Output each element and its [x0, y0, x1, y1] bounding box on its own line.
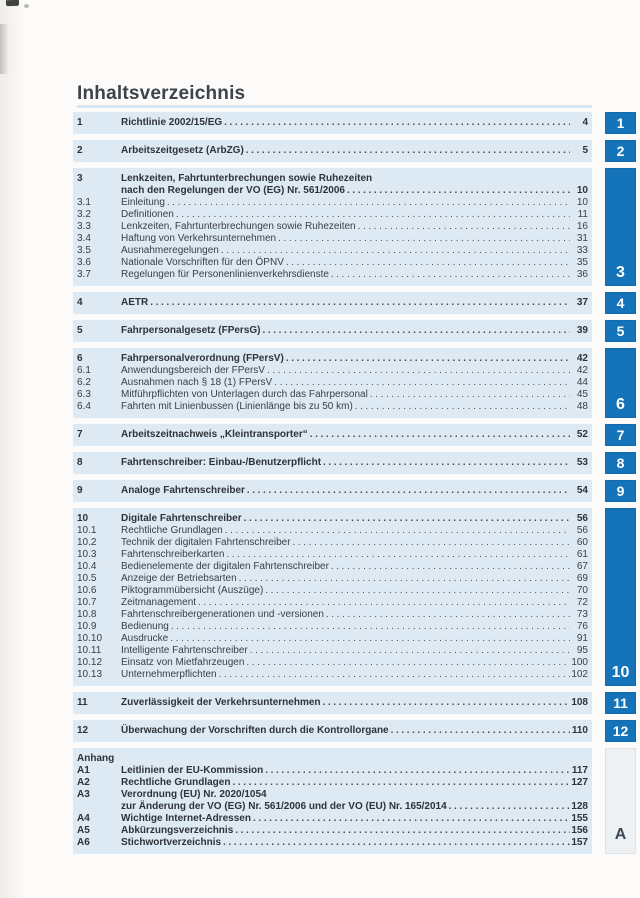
entry-leader-dots	[368, 389, 570, 401]
entry-leader-dots	[219, 245, 570, 257]
title-rule	[77, 105, 592, 108]
entry-page-number: 11	[577, 209, 588, 220]
side-tab-5: 5	[605, 320, 636, 342]
toc-entry	[77, 513, 588, 525]
entry-title: Verordnung (EU) Nr. 2020/1054	[121, 789, 267, 800]
entry-page-number: 157	[571, 837, 588, 848]
entry-number: 5	[77, 325, 83, 336]
section-block	[73, 292, 592, 314]
entry-number: 10.7	[77, 597, 97, 608]
entry-page-number: 69	[576, 573, 588, 584]
entry-page-number: 100	[571, 657, 588, 668]
toc-entry	[77, 765, 588, 777]
section-row	[73, 112, 636, 134]
section-block	[73, 480, 592, 502]
entry-page-number: 60	[576, 537, 588, 548]
entry-page-number: 35	[576, 257, 588, 268]
toc-entry	[77, 197, 588, 209]
toc-entry	[77, 669, 588, 681]
entry-number: A1	[77, 765, 90, 776]
entry-number: 6.4	[77, 401, 91, 412]
toc-entry	[77, 789, 588, 801]
entry-page-number: 10	[576, 185, 588, 196]
entry-page-number: 31	[576, 233, 588, 244]
entry-page-number: 56	[576, 525, 588, 536]
section-row	[73, 140, 636, 162]
entry-page-number: 117	[571, 765, 588, 776]
entry-leader-dots	[233, 825, 570, 837]
entry-leader-dots	[217, 669, 570, 681]
entry-leader-dots	[321, 457, 570, 469]
section-row	[73, 720, 636, 742]
toc-entry	[77, 561, 588, 573]
entry-number: 6.2	[77, 377, 91, 388]
entry-leader-dots	[196, 597, 570, 609]
side-tab-1: 1	[605, 112, 636, 134]
entry-leader-dots	[263, 585, 570, 597]
entry-title: Fahrpersonalgesetz (FPersG)	[121, 325, 261, 336]
entry-title: Fahrtenschreiber: Einbau-/Benutzerpflicht	[121, 457, 322, 468]
entry-leader-dots	[291, 537, 570, 549]
section-block	[73, 748, 592, 854]
entry-leader-dots	[345, 185, 570, 197]
entry-leader-dots	[353, 401, 570, 413]
side-tab-12: 12	[605, 720, 636, 742]
entry-title: Intelligente Fahrtenschreiber	[121, 645, 248, 656]
section-block	[73, 168, 592, 286]
entry-title: Digitale Fahrtenschreiber	[121, 513, 242, 524]
entry-page-number: 108	[571, 697, 588, 708]
entry-number: 10.4	[77, 561, 97, 572]
section-row	[73, 480, 636, 502]
entry-number: 10.5	[77, 573, 97, 584]
section-block	[73, 692, 592, 714]
toc-entry	[77, 429, 588, 441]
entry-title: Ausdrucke	[121, 633, 169, 644]
entry-title: Zeitmanagement	[121, 597, 197, 608]
entry-page-number: 102	[571, 669, 588, 680]
section-row	[73, 320, 636, 342]
entry-page-number: 4	[582, 117, 588, 128]
entry-leader-dots	[237, 573, 570, 585]
entry-title: Nationale Vorschriften für den ÖPNV	[121, 257, 284, 268]
entry-page-number: 10	[576, 197, 588, 208]
entry-title: Technik der digitalen Fahrtenschreiber	[121, 537, 291, 548]
entry-number: 3	[77, 173, 83, 184]
toc-entry	[77, 269, 588, 281]
side-tab-8: 8	[605, 452, 636, 474]
entry-leader-dots	[263, 765, 570, 777]
entry-number: 3.7	[77, 269, 91, 280]
toc-entry	[77, 777, 588, 789]
entry-leader-dots	[284, 257, 570, 269]
entry-leader-dots	[356, 221, 570, 233]
side-tab-9: 9	[605, 480, 636, 502]
section-row	[73, 748, 636, 854]
entry-leader-dots	[174, 209, 570, 221]
entry-number: 10.9	[77, 621, 97, 632]
toc-entry	[77, 621, 588, 633]
entry-title: Bedienung	[121, 621, 169, 632]
entry-number: 10.13	[77, 669, 103, 680]
entry-page-number: 110	[571, 725, 588, 736]
entry-title: nach den Regelungen der VO (EG) Nr. 561/2006	[121, 185, 345, 196]
entry-number: 2	[77, 145, 83, 156]
entry-leader-dots	[265, 365, 570, 377]
side-tab-7: 7	[605, 424, 636, 446]
section-row	[73, 424, 636, 446]
entry-title: Arbeitszeitgesetz (ArbZG)	[121, 145, 244, 156]
section-block	[73, 140, 592, 162]
toc-entry	[77, 825, 588, 837]
entry-title: Unternehmerpflichten	[121, 669, 217, 680]
entry-title: Fahrtenschreibergenerationen und -versionen	[121, 609, 324, 620]
toc-entry	[77, 597, 588, 609]
entry-number: 3.6	[77, 257, 91, 268]
entry-number: 8	[77, 457, 83, 468]
section-block	[73, 508, 592, 686]
entry-leader-dots	[244, 657, 570, 669]
entry-number: 4	[77, 297, 83, 308]
section-row	[73, 348, 636, 418]
toc-entry	[77, 573, 588, 585]
entry-number: 3.2	[77, 209, 91, 220]
entry-number: 3.3	[77, 221, 91, 232]
entry-number: Anhang	[77, 753, 115, 764]
toc-entry	[77, 813, 588, 825]
toc-entry	[77, 753, 588, 765]
entry-title: Ausnahmeregelungen	[121, 245, 219, 256]
entry-page-number: 70	[576, 585, 588, 596]
entry-leader-dots	[329, 269, 570, 281]
entry-number: 1	[77, 117, 83, 128]
entry-number: 10.2	[77, 537, 97, 548]
entry-page-number: 36	[576, 269, 588, 280]
toc-entry	[77, 389, 588, 401]
side-tab-10: 10	[605, 508, 636, 686]
entry-leader-dots	[248, 645, 570, 657]
entry-leader-dots	[168, 633, 570, 645]
toc-entry	[77, 365, 588, 377]
toc-entry	[77, 297, 588, 309]
entry-page-number: 95	[576, 645, 588, 656]
entry-page-number: 39	[576, 325, 588, 336]
entry-leader-dots	[223, 525, 570, 537]
toc-entry	[77, 585, 588, 597]
entry-page-number: 52	[576, 429, 588, 440]
entry-leader-dots	[245, 485, 570, 497]
entry-title: Bedienelemente der digitalen Fahrtenschreiber	[121, 561, 329, 572]
side-tab-11: 11	[605, 692, 636, 714]
entry-title: Regelungen für Personenlinienverkehrsdienste	[121, 269, 329, 280]
entry-page-number: 45	[576, 389, 588, 400]
entry-page-number: 56	[576, 513, 588, 524]
entry-page-number: 73	[576, 609, 588, 620]
entry-leader-dots	[251, 813, 570, 825]
section-row	[73, 292, 636, 314]
entry-leader-dots	[389, 725, 570, 737]
entry-number: 10.3	[77, 549, 97, 560]
entry-title: Richtlinie 2002/15/EG	[121, 117, 223, 128]
entry-leader-dots	[324, 609, 570, 621]
section-row	[73, 508, 636, 686]
entry-leader-dots	[221, 837, 570, 849]
entry-leader-dots	[148, 297, 570, 309]
entry-page-number: 44	[576, 377, 588, 388]
entry-leader-dots	[308, 429, 570, 441]
entry-page-number: 67	[576, 561, 588, 572]
entry-title: Zuverlässigkeit der Verkehrsunternehmen	[121, 697, 321, 708]
toc-entry	[77, 549, 588, 561]
entry-number: 6.1	[77, 365, 91, 376]
entry-number: 10.11	[77, 645, 102, 656]
entry-number: 3.4	[77, 233, 91, 244]
toc-entry	[77, 633, 588, 645]
entry-title: Definitionen	[121, 209, 174, 220]
entry-title: Ausnahmen nach § 18 (1) FPersV	[121, 377, 273, 388]
toc-entry	[77, 233, 588, 245]
entry-leader-dots	[329, 561, 570, 573]
side-tab-A: A	[605, 748, 636, 854]
entry-leader-dots	[244, 145, 570, 157]
entry-leader-dots	[321, 697, 570, 709]
entry-number: 6	[77, 353, 83, 364]
toc-entry	[77, 145, 588, 157]
entry-title: Wichtige Internet-Adressen	[121, 813, 251, 824]
toc-entry	[77, 325, 588, 337]
entry-leader-dots	[230, 777, 570, 789]
toc-entry	[77, 725, 588, 737]
entry-title: Analoge Fahrtenschreiber	[121, 485, 245, 496]
entry-title: Haftung von Verkehrsunternehmen	[121, 233, 277, 244]
side-tab-2: 2	[605, 140, 636, 162]
entry-page-number: 16	[576, 221, 588, 232]
entry-title: zur Änderung der VO (EG) Nr. 561/2006 und der VO (EU) Nr. 165/2014	[121, 801, 447, 812]
entry-page-number: 155	[571, 813, 588, 824]
toc-entry	[77, 485, 588, 497]
entry-number: 9	[77, 485, 83, 496]
entry-leader-dots	[260, 325, 570, 337]
page-title: Inhaltsverzeichnis	[77, 83, 246, 104]
entry-page-number: 42	[576, 353, 588, 364]
section-block	[73, 720, 592, 742]
toc-entry	[77, 525, 588, 537]
entry-leader-dots	[272, 377, 570, 389]
entry-number: A3	[77, 789, 90, 800]
entry-leader-dots	[222, 117, 570, 129]
toc-entry	[77, 377, 588, 389]
entry-title: Anzeige der Betriebsarten	[121, 573, 237, 584]
toc-entry	[77, 645, 588, 657]
entry-page-number: 91	[576, 633, 588, 644]
entry-title: Mitführpflichten von Unterlagen durch das Fahrpersonal	[121, 389, 368, 400]
entry-title: Fahrpersonalverordnung (FPersV)	[121, 353, 284, 364]
toc-entry	[77, 173, 588, 185]
entry-leader-dots	[276, 233, 570, 245]
entry-page-number: 72	[576, 597, 588, 608]
section-block	[73, 112, 592, 134]
scan-artifact	[0, 24, 9, 74]
entry-title: AETR	[121, 297, 149, 308]
entry-page-number: 127	[571, 777, 588, 788]
entry-title: Fahrten mit Linienbussen (Linienlänge bis zu 50 km)	[121, 401, 353, 412]
entry-leader-dots	[224, 549, 570, 561]
scan-artifact	[24, 4, 29, 8]
toc-entry	[77, 257, 588, 269]
toc-entry	[77, 209, 588, 221]
entry-number: 11	[77, 697, 88, 708]
side-tab-3: 3	[605, 168, 636, 286]
toc-page	[73, 84, 636, 854]
entry-page-number: 156	[571, 825, 588, 836]
entry-title: Einleitung	[121, 197, 165, 208]
entry-number: 3.1	[77, 197, 91, 208]
scan-artifact	[6, 0, 19, 6]
entry-number: 12	[77, 725, 89, 736]
toc-entry	[77, 609, 588, 621]
entry-number: 10.12	[77, 657, 103, 668]
entry-page-number: 37	[576, 297, 588, 308]
entry-page-number: 48	[576, 401, 588, 412]
entry-title: Fahrtenschreiberkarten	[121, 549, 225, 560]
entry-title: Lenkzeiten, Fahrtunterbrechungen sowie Ruhezeiten	[121, 173, 373, 184]
entry-number: A4	[77, 813, 90, 824]
section-block	[73, 424, 592, 446]
toc-entry	[77, 457, 588, 469]
toc-entry	[77, 401, 588, 413]
entry-number: A2	[77, 777, 90, 788]
section-block	[73, 452, 592, 474]
toc-entry	[77, 353, 588, 365]
entry-number: 10.1	[77, 525, 97, 536]
section-row	[73, 692, 636, 714]
section-block	[73, 348, 592, 418]
entry-title: Lenkzeiten, Fahrtunterbrechungen sowie Ruhezeiten	[121, 221, 356, 232]
toc-entry	[77, 657, 588, 669]
entry-number: 10.8	[77, 609, 97, 620]
entry-title: Einsatz von Mietfahrzeugen	[121, 657, 245, 668]
entry-title: Abkürzungsverzeichnis	[121, 825, 234, 836]
entry-title: Überwachung der Vorschriften durch die Kontrollorgane	[121, 725, 389, 736]
entry-number: 3.5	[77, 245, 91, 256]
entry-title: Rechtliche Grundlagen	[121, 525, 223, 536]
entry-page-number: 54	[576, 485, 588, 496]
section-row	[73, 452, 636, 474]
entry-leader-dots	[242, 513, 570, 525]
entry-number: 10	[77, 513, 89, 524]
entry-leader-dots	[169, 621, 570, 633]
toc-entry	[77, 117, 588, 129]
section-block	[73, 320, 592, 342]
toc-entry	[77, 185, 588, 197]
toc-entry	[77, 697, 588, 709]
side-tab-6: 6	[605, 348, 636, 418]
entry-page-number: 42	[576, 365, 588, 376]
toc-entry	[77, 537, 588, 549]
entry-title: Leitlinien der EU-Kommission	[121, 765, 264, 776]
entry-page-number: 76	[576, 621, 588, 632]
toc-entry	[77, 245, 588, 257]
entry-title: Piktogrammübersicht (Auszüge)	[121, 585, 264, 596]
entry-title: Arbeitszeitnachweis „Kleintransporter“	[121, 429, 308, 440]
entry-page-number: 5	[582, 145, 588, 156]
section-row	[73, 168, 636, 286]
entry-number: 10.10	[77, 633, 103, 644]
entry-title: Rechtliche Grundlagen	[121, 777, 231, 788]
entry-page-number: 61	[576, 549, 588, 560]
entry-number: 7	[77, 429, 83, 440]
side-tab-4: 4	[605, 292, 636, 314]
entry-page-number: 53	[576, 457, 588, 468]
toc-entry	[77, 801, 588, 813]
entry-page-number: 128	[571, 801, 588, 812]
entry-leader-dots	[165, 197, 570, 209]
entry-leader-dots	[447, 801, 570, 813]
entry-leader-dots	[284, 353, 570, 365]
toc-sections	[73, 112, 636, 854]
toc-entry	[77, 221, 588, 233]
entry-number: A6	[77, 837, 90, 848]
entry-title: Stichwortverzeichnis	[121, 837, 222, 848]
entry-number: A5	[77, 825, 90, 836]
entry-title: Anwendungsbereich der FPersV	[121, 365, 265, 376]
entry-page-number: 33	[576, 245, 588, 256]
entry-number: 6.3	[77, 389, 91, 400]
entry-number: 10.6	[77, 585, 97, 596]
toc-entry	[77, 837, 588, 849]
